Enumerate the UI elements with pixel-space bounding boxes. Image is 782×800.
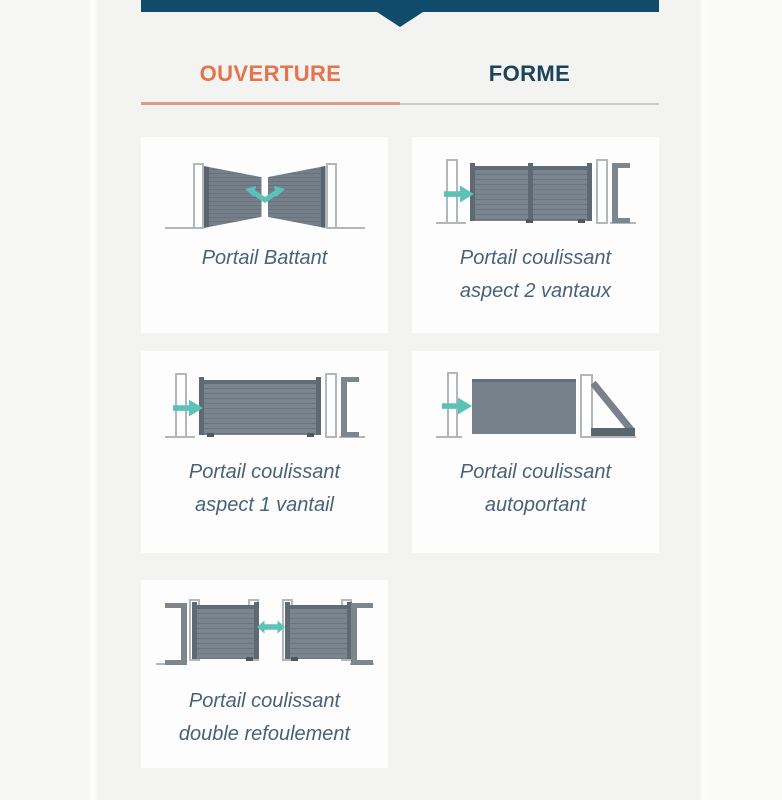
- card-portail-coulissant-autoportant[interactable]: [412, 351, 659, 553]
- slide-right-arrow-icon: [442, 397, 472, 415]
- active-tab-indicator: [141, 102, 400, 105]
- gate-upright: [587, 163, 592, 221]
- gate-wheel: [291, 657, 298, 661]
- gate-panel: [199, 380, 321, 435]
- header-pointer-triangle-icon: [377, 12, 423, 27]
- gate-upright: [285, 602, 290, 659]
- card-portail-battant[interactable]: [141, 137, 388, 333]
- rail-bracket: [165, 603, 187, 665]
- gate-panel-right: [285, 605, 352, 659]
- slide-right-arrow-icon: [173, 399, 203, 417]
- rail-bracket: [351, 603, 373, 665]
- gate-upright: [528, 163, 533, 221]
- tab-bar: [141, 58, 659, 90]
- card-label-line2: aspect 2 vantaux: [459, 280, 612, 302]
- page-left-margin: [0, 0, 88, 800]
- card-label: [412, 242, 659, 308]
- gate-wheel: [578, 219, 585, 223]
- tab-underline: [141, 102, 659, 105]
- left-gutter-divider: [88, 0, 98, 800]
- card-label-line1: Portail coulissant: [188, 690, 341, 712]
- gate-post: [193, 163, 204, 229]
- ground-line: [165, 227, 195, 229]
- gate-wheel: [246, 657, 253, 661]
- gate-type-grid: [141, 137, 659, 768]
- gate-leaf-edge: [321, 166, 326, 228]
- card-portail-coulissant-1-vantail[interactable]: [141, 351, 388, 553]
- card-label-line2: double refoulement: [178, 723, 351, 745]
- gate-panel: [470, 166, 592, 221]
- card-label-line1: Portail coulissant: [188, 461, 341, 483]
- card-label: [412, 456, 659, 522]
- gate-sliding-2-leaf-icon: [412, 150, 659, 238]
- cantilever-brace-icon: [591, 381, 635, 438]
- gate-swing-icon: [141, 150, 388, 238]
- slide-both-ways-arrow-icon: [257, 619, 285, 635]
- ground-line: [335, 227, 365, 229]
- slide-right-arrow-icon: [444, 185, 474, 203]
- card-label-line1: Portail coulissant: [459, 247, 612, 269]
- tab-forme[interactable]: FORME: [488, 61, 571, 86]
- rail-bracket: [341, 377, 359, 437]
- gate-upright: [316, 377, 321, 435]
- gate-wheel: [207, 433, 214, 437]
- gate-panel: [472, 379, 576, 434]
- rail-bracket: [612, 163, 630, 223]
- gate-post: [325, 373, 337, 438]
- page-right-margin: [707, 0, 782, 800]
- gate-sliding-1-leaf-icon: [141, 364, 388, 452]
- gate-wheel: [526, 219, 533, 223]
- right-gutter-divider: [699, 0, 707, 800]
- header-bottom-bar: [141, 0, 659, 12]
- gate-post: [596, 159, 608, 224]
- card-label-line2: aspect 1 vantail: [195, 494, 334, 516]
- card-portail-coulissant-double-refoulement[interactable]: [141, 580, 388, 768]
- inactive-tab-track: [400, 103, 659, 105]
- card-label-line1: Portail coulissant: [459, 461, 612, 483]
- card-label-line2: autoportant: [484, 494, 587, 516]
- gate-sliding-cantilever-icon: [412, 364, 659, 452]
- gate-post: [326, 163, 337, 229]
- card-label: [141, 456, 388, 522]
- tab-ouverture[interactable]: OUVERTURE: [199, 61, 342, 86]
- gate-panel-left: [192, 605, 259, 659]
- card-label: [141, 242, 388, 275]
- gate-wheel: [307, 433, 314, 437]
- gate-leaf-edge: [204, 166, 209, 228]
- gate-upright: [192, 602, 197, 659]
- swing-open-arrow-icon: [245, 186, 285, 206]
- card-label-line1: Portail Battant: [201, 247, 328, 269]
- card-label: [141, 685, 388, 751]
- card-portail-coulissant-2-vantaux[interactable]: [412, 137, 659, 333]
- gate-sliding-double-icon: [141, 593, 388, 681]
